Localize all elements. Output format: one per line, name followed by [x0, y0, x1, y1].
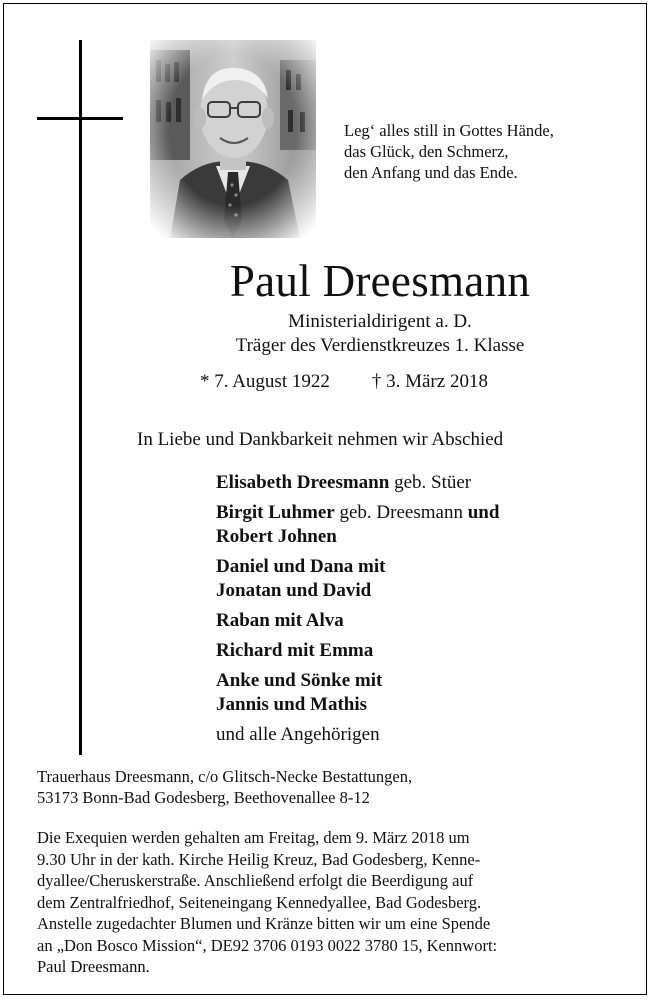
mourner-entry [216, 471, 636, 495]
mourner-entry [216, 639, 636, 663]
mourner-entry [216, 723, 636, 747]
mourner-name: Jonatan und David [216, 580, 372, 601]
funeral-notice [37, 827, 497, 978]
deceased-titles [110, 310, 650, 358]
deceased-name: Paul Dreesmann [229, 256, 531, 306]
address-line: 53173 Bonn-Bad Godesberg, Beethovenallee 8-12 [37, 788, 370, 807]
death-date: † 3. März 2018 [371, 371, 488, 392]
notice-line: dem Zentralfriedhof, Seiteneingang Kennedyallee, Bad Godesberg. [37, 892, 482, 912]
mourners-list [216, 471, 636, 753]
quote-line: den Anfang und das Ende. [344, 163, 518, 182]
life-dates [200, 370, 488, 394]
mourner-name: Anke und Sönke mit [216, 670, 383, 691]
mourner-name: Richard mit Emma [216, 640, 374, 661]
farewell-line: In Liebe und Dankbarkeit nehmen wir Abschied [137, 429, 504, 450]
portrait-image [150, 40, 316, 238]
mourner-name: Birgit Luhmer [216, 502, 335, 523]
cross-vertical-bar [79, 40, 82, 755]
mourner-note: geb. Dreesmann [334, 502, 468, 523]
cross-horizontal-bar [37, 117, 123, 120]
mourner-name: Elisabeth Dreesmann [216, 472, 390, 493]
mourner-note: geb. Stüer [389, 472, 472, 493]
notice-line: Paul Dreesmann. [37, 957, 150, 976]
quote-line: das Glück, den Schmerz, [344, 142, 509, 161]
quote-line: Leg‘ alles still in Gottes Hände, [344, 121, 554, 140]
mourner-name: Jannis und Mathis [216, 694, 368, 715]
mourning-house-address [37, 766, 412, 808]
mourner-name: Raban mit Alva [216, 610, 344, 631]
mourner-entry [216, 609, 636, 633]
title-line: Ministerialdirigent a. D. [288, 311, 472, 332]
title-line: Träger des Verdienstkreuzes 1. Klasse [235, 335, 525, 356]
mourner-entry [216, 501, 636, 549]
portrait-photo [150, 40, 316, 238]
bible-quote [344, 120, 644, 183]
notice-line: Anstelle zugedachter Blumen und Kränze bitten wir um eine Spende [37, 914, 491, 933]
address-line: Trauerhaus Dreesmann, c/o Glitsch-Necke Bestattungen, [37, 767, 413, 786]
mourner-entry [216, 669, 636, 717]
notice-line: dyallee/Cheruskerstraße. Anschließend erfolgt die Beerdigung auf [37, 871, 474, 890]
notice-line: 9.30 Uhr in der kath. Kirche Heilig Kreuz, Bad Godesberg, Kenne- [37, 849, 481, 869]
mourner-entry [216, 555, 636, 603]
mourner-conjunction: und [467, 502, 500, 523]
mourner-name: Robert Johnen [216, 526, 337, 547]
birth-date: * 7. August 1922 [200, 371, 330, 392]
mourner-name: Daniel und Dana mit [216, 556, 386, 577]
mourner-others: und alle Angehörigen [216, 724, 380, 745]
notice-line: an „Don Bosco Mission“, DE92 3706 0193 0022 3780 15, Kennwort: [37, 935, 498, 955]
notice-line: Die Exequien werden gehalten am Freitag, dem 9. März 2018 um [37, 828, 470, 847]
